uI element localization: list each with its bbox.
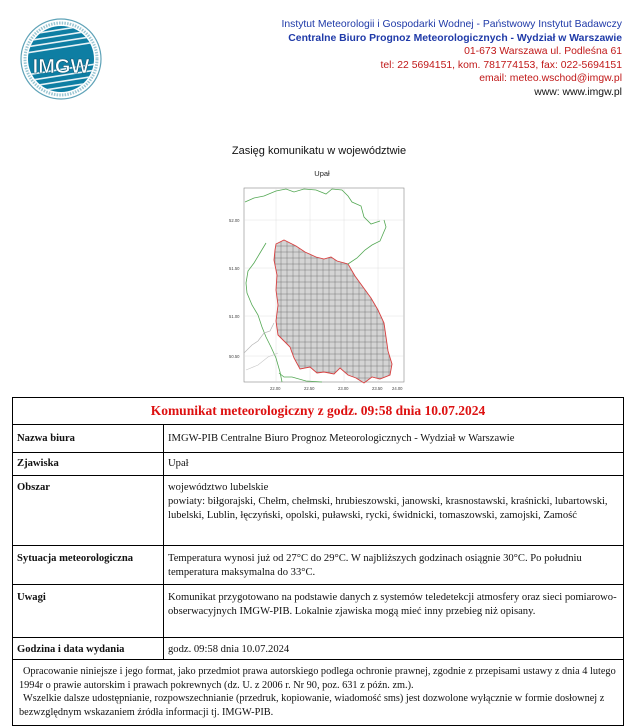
table-row (13, 476, 624, 546)
address: 01-673 Warszawa ul. Podleśna 61 (464, 46, 622, 58)
row-label: Zjawiska (13, 453, 164, 476)
institute-header (281, 18, 622, 100)
table-row (13, 453, 624, 476)
row-label: Nazwa biura (13, 425, 164, 453)
row-label: Uwagi (13, 585, 164, 638)
y-tick: 52.00 (229, 218, 240, 223)
x-tick: 22.00 (270, 386, 281, 391)
y-tick: 51.00 (229, 314, 240, 319)
map-title: Upał (314, 169, 330, 178)
table-row (13, 546, 624, 585)
copyright-note (13, 660, 624, 726)
www-line: www: www.imgw.pl (534, 86, 622, 98)
row-value: IMGW-PIB Centralne Biuro Prognoz Meteorologicznych - Wydział w Warszawie (164, 425, 624, 453)
row-value: Komunikat przygotowano na podstawie danych z systemów teledetekcji atmosfery oraz sieci pomiarowo-obserwacyjnych IMGW-PIB. Lokalnie zjawiska mogą mieć inny przebieg niż opisany. (164, 585, 624, 638)
institute-name: Instytut Meteorologii i Gospodarki Wodnej - Państwowy Instytut Badawczy (281, 19, 622, 30)
email-line: email: meteo.wschod@imgw.pl (479, 73, 622, 85)
x-tick: 23.50 (372, 386, 383, 391)
phone-line: tel: 22 5694151, kom. 781774153, fax: 022-5694151 (380, 59, 622, 71)
section-title: Zasięg komunikatu w województwie (231, 145, 407, 157)
distribution-paragraph: Wszelkie dalsze udostępnianie, rozpowszechnianie (przedruk, kopiowanie, wiadomość sms) jest dozwolone wyłącznie w formie dosłownej z bezwzględnym wskazaniem źródła informacji tj. IMGW-PIB. (19, 693, 605, 718)
y-tick: 50.50 (229, 354, 240, 359)
area-voivodeship: województwo lubelskie (168, 482, 269, 493)
row-value: godz. 09:58 dnia 10.07.2024 (164, 638, 624, 660)
area-districts: powiaty: biłgorajski, Chełm, chełmski, hrubieszowski, janowski, krasnostawski, kraśnicki, lubartowski, lubelski, Lublin, łęczyński, opolski, puławski, rycki, świdnicki, tomaszowski, zamojski, Zamość (168, 496, 608, 521)
copyright-paragraph: Opracowanie niniejsze i jego format, jako przedmiot prawa autorskiego podlega ochronie prawnej, zgodnie z przepisami ustawy z dnia 4 lutego 1994r o prawie autorskim i prawach pokrewnych (dz. U. z 2006 r. Nr 90, poz. 631 z późn. zm.). (19, 666, 616, 691)
table-row (13, 638, 624, 660)
warning-map (224, 165, 406, 395)
office-name: Centralne Biuro Prognoz Meteorologicznych - Wydział w Warszawie (288, 32, 622, 44)
y-tick: 51.50 (229, 266, 240, 271)
imgw-logo (20, 18, 102, 100)
table-row (13, 585, 624, 638)
row-value: Temperatura wynosi już od 27°C do 29°C. W najbliższych godzinach osiągnie 30°C. Po południu temperatura maksymalna do 33°C. (164, 546, 624, 585)
row-label: Godzina i data wydania (13, 638, 164, 660)
table-row (13, 425, 624, 453)
report-table (12, 397, 624, 726)
logo-text: IMGW (32, 56, 90, 78)
row-label: Obszar (13, 476, 164, 546)
x-tick: 24.00 (392, 386, 403, 391)
report-title: Komunikat meteorologiczny z godz. 09:58 dnia 10.07.2024 (13, 398, 624, 425)
row-value: Upał (164, 453, 624, 476)
row-value (164, 476, 624, 546)
x-tick: 22.50 (304, 386, 315, 391)
x-tick: 23.00 (338, 386, 349, 391)
row-label: Sytuacja meteorologiczna (13, 546, 164, 585)
